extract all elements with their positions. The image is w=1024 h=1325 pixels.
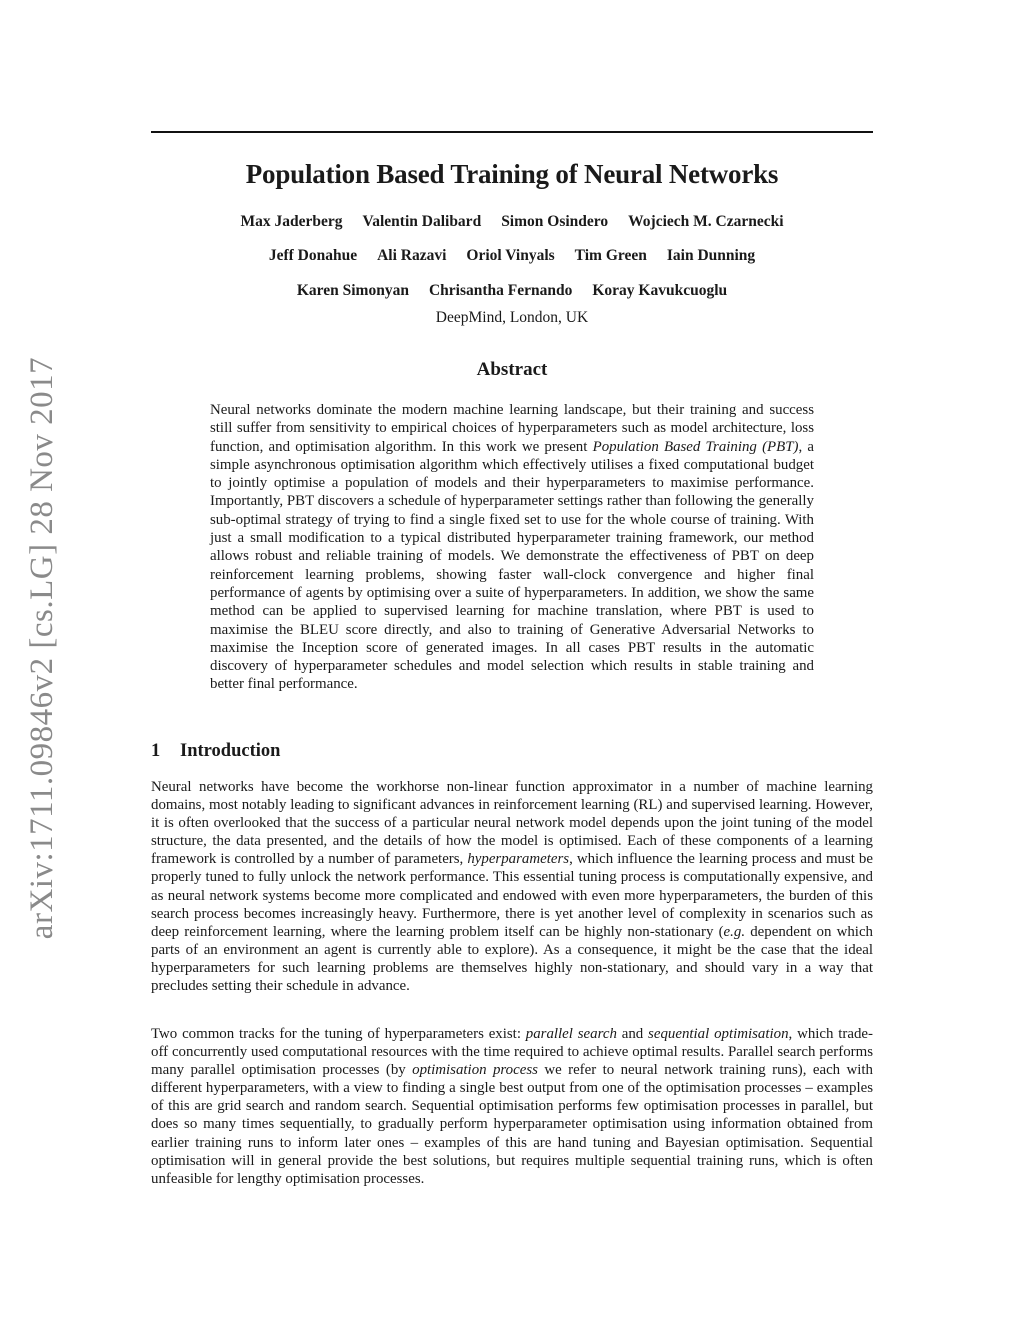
author-name: Koray Kavukcuoglu: [592, 282, 728, 299]
author-name: Iain Dunning: [666, 247, 756, 264]
author-name: Ali Razavi: [377, 247, 447, 264]
section-title: Introduction: [180, 741, 281, 761]
author-name: Wojciech M. Czarnecki: [628, 213, 784, 230]
author-name: Oriol Vinyals: [466, 247, 555, 264]
paragraph-text: and: [616, 1026, 649, 1042]
paragraph-text: Neural networks have become the workhorse non-linear function approximator in a number of machine learning domains, most notably leading to significant advances in reinforcement learning (RL) and supervised learning. However, it is often overlooked that the success of a particular neural network model depends upon the joint tuning of the model structure, the data presented, and the details of how the model is optimised. Each of these components of a learning framework is controlled by a number of parameters,: [151, 779, 873, 868]
author-name: Valentin Dalibard: [362, 213, 482, 230]
author-name: Karen Simonyan: [296, 282, 409, 299]
intro-paragraph-1: [151, 778, 873, 995]
abstract-emphasis: Population Based Training (PBT): [592, 438, 799, 455]
author-name: Max Jaderberg: [240, 213, 343, 230]
author-line-2: [151, 246, 873, 266]
paragraph-emphasis: e.g.: [723, 923, 746, 940]
abstract-text: , a simple asynchronous optimisation algorithm which effectively utilises a fixed computational budget to jointly optimise a population of models and their hyperparameters to maximise performance. Importantly, PBT discovers a schedule of hyperparameter settings rather than following the generally sub-optimal strategy of trying to find a single fixed set to use for the whole course of training. With just a small modification to a typical distributed hyperparameter training framework, our method allows robust and reliable training of models. We demonstrate the effectiveness of PBT on deep reinforcement learning problems, showing faster wall-clock convergence and higher final performance of agents by optimising over a suite of hyperparameters. In addition, we show the same method can be applied to supervised learning for machine translation, where PBT is used to maximise the BLEU score directly, and also to training of Generative Adversarial Networks to maximise the Inception score of generated images. In all cases PBT results in the automatic discovery of hyperparameter schedules and model selection which results in stable training and better final performance.: [210, 438, 814, 693]
paragraph-text: Two common tracks for the tuning of hyperparameters exist:: [151, 1026, 526, 1042]
paragraph-emphasis: optimisation process: [412, 1062, 538, 1079]
paragraph-text: , which trade-off concurrently used computational resources with the time required to achieve optimal results. Parallel search performs many parallel optimisation processes (by: [151, 1026, 873, 1079]
section-number: 1: [151, 741, 161, 761]
paragraph-text: , which influence the learning process and must be properly tuned to fully unlock the network performance. This essential tuning process is computationally expensive, and as neural network systems become more complicated and endowed with even more hyperparameters, the burden of this search process becomes increasingly heavy. Furthermore, there is yet another level of complexity in scenarios such as deep reinforcement learning, where the learning problem itself can be highly non-stationary (: [151, 851, 873, 940]
author-name: Chrisantha Fernando: [428, 282, 573, 299]
intro-paragraph-2: [151, 1025, 873, 1188]
abstract-text: Neural networks dominate the modern machine learning landscape, but their training and success still suffer from sensitivity to empirical choices of hyperparameters such as model architecture, loss function, and optimisation algorithm. In this work we present: [210, 402, 814, 455]
paragraph-text: dependent on which parts of an environment an agent is currently able to explore). As a consequence, it might be the case that the ideal hyperparameters for such learning problems are themselves highly non-stationary, and should vary in a way that precludes setting their schedule in advance.: [151, 923, 873, 995]
paragraph-text: we refer to neural network training runs), each with different hyperparameters, with a view to finding a single best output from one of the optimisation processes – examples of this are grid search and random search. Sequential optimisation performs few optimisation processes in parallel, but does so many times sequentially, to gradually perform hyperparameter optimisation using information obtained from earlier training runs to inform later ones – examples of this are hand tuning and Bayesian optimisation. Sequential optimisation will in general provide the best solutions, but requires multiple sequential training runs, which is often unfeasible for lengthy optimisation processes.: [151, 1062, 874, 1187]
abstract-heading: Abstract: [476, 359, 548, 380]
author-affiliation: DeepMind, London, UK: [435, 309, 589, 326]
section-heading-introduction: [151, 739, 873, 763]
paper-title: Population Based Training of Neural Networks: [245, 159, 779, 189]
paragraph-emphasis: parallel search: [525, 1026, 617, 1042]
title-top-rule: [151, 131, 873, 133]
author-name: Jeff Donahue: [268, 247, 358, 264]
author-name: Simon Osindero: [501, 213, 609, 230]
author-line-1: [151, 212, 873, 232]
paragraph-emphasis: sequential optimisation: [648, 1026, 789, 1042]
abstract-body: [210, 401, 814, 694]
author-line-3: [151, 281, 873, 301]
paragraph-emphasis: hyperparameters: [467, 851, 570, 868]
arxiv-sidebar-identifier: arXiv:1711.09846v2 [cs.LG] 28 Nov 2017: [24, 356, 60, 940]
author-name: Tim Green: [574, 247, 647, 264]
